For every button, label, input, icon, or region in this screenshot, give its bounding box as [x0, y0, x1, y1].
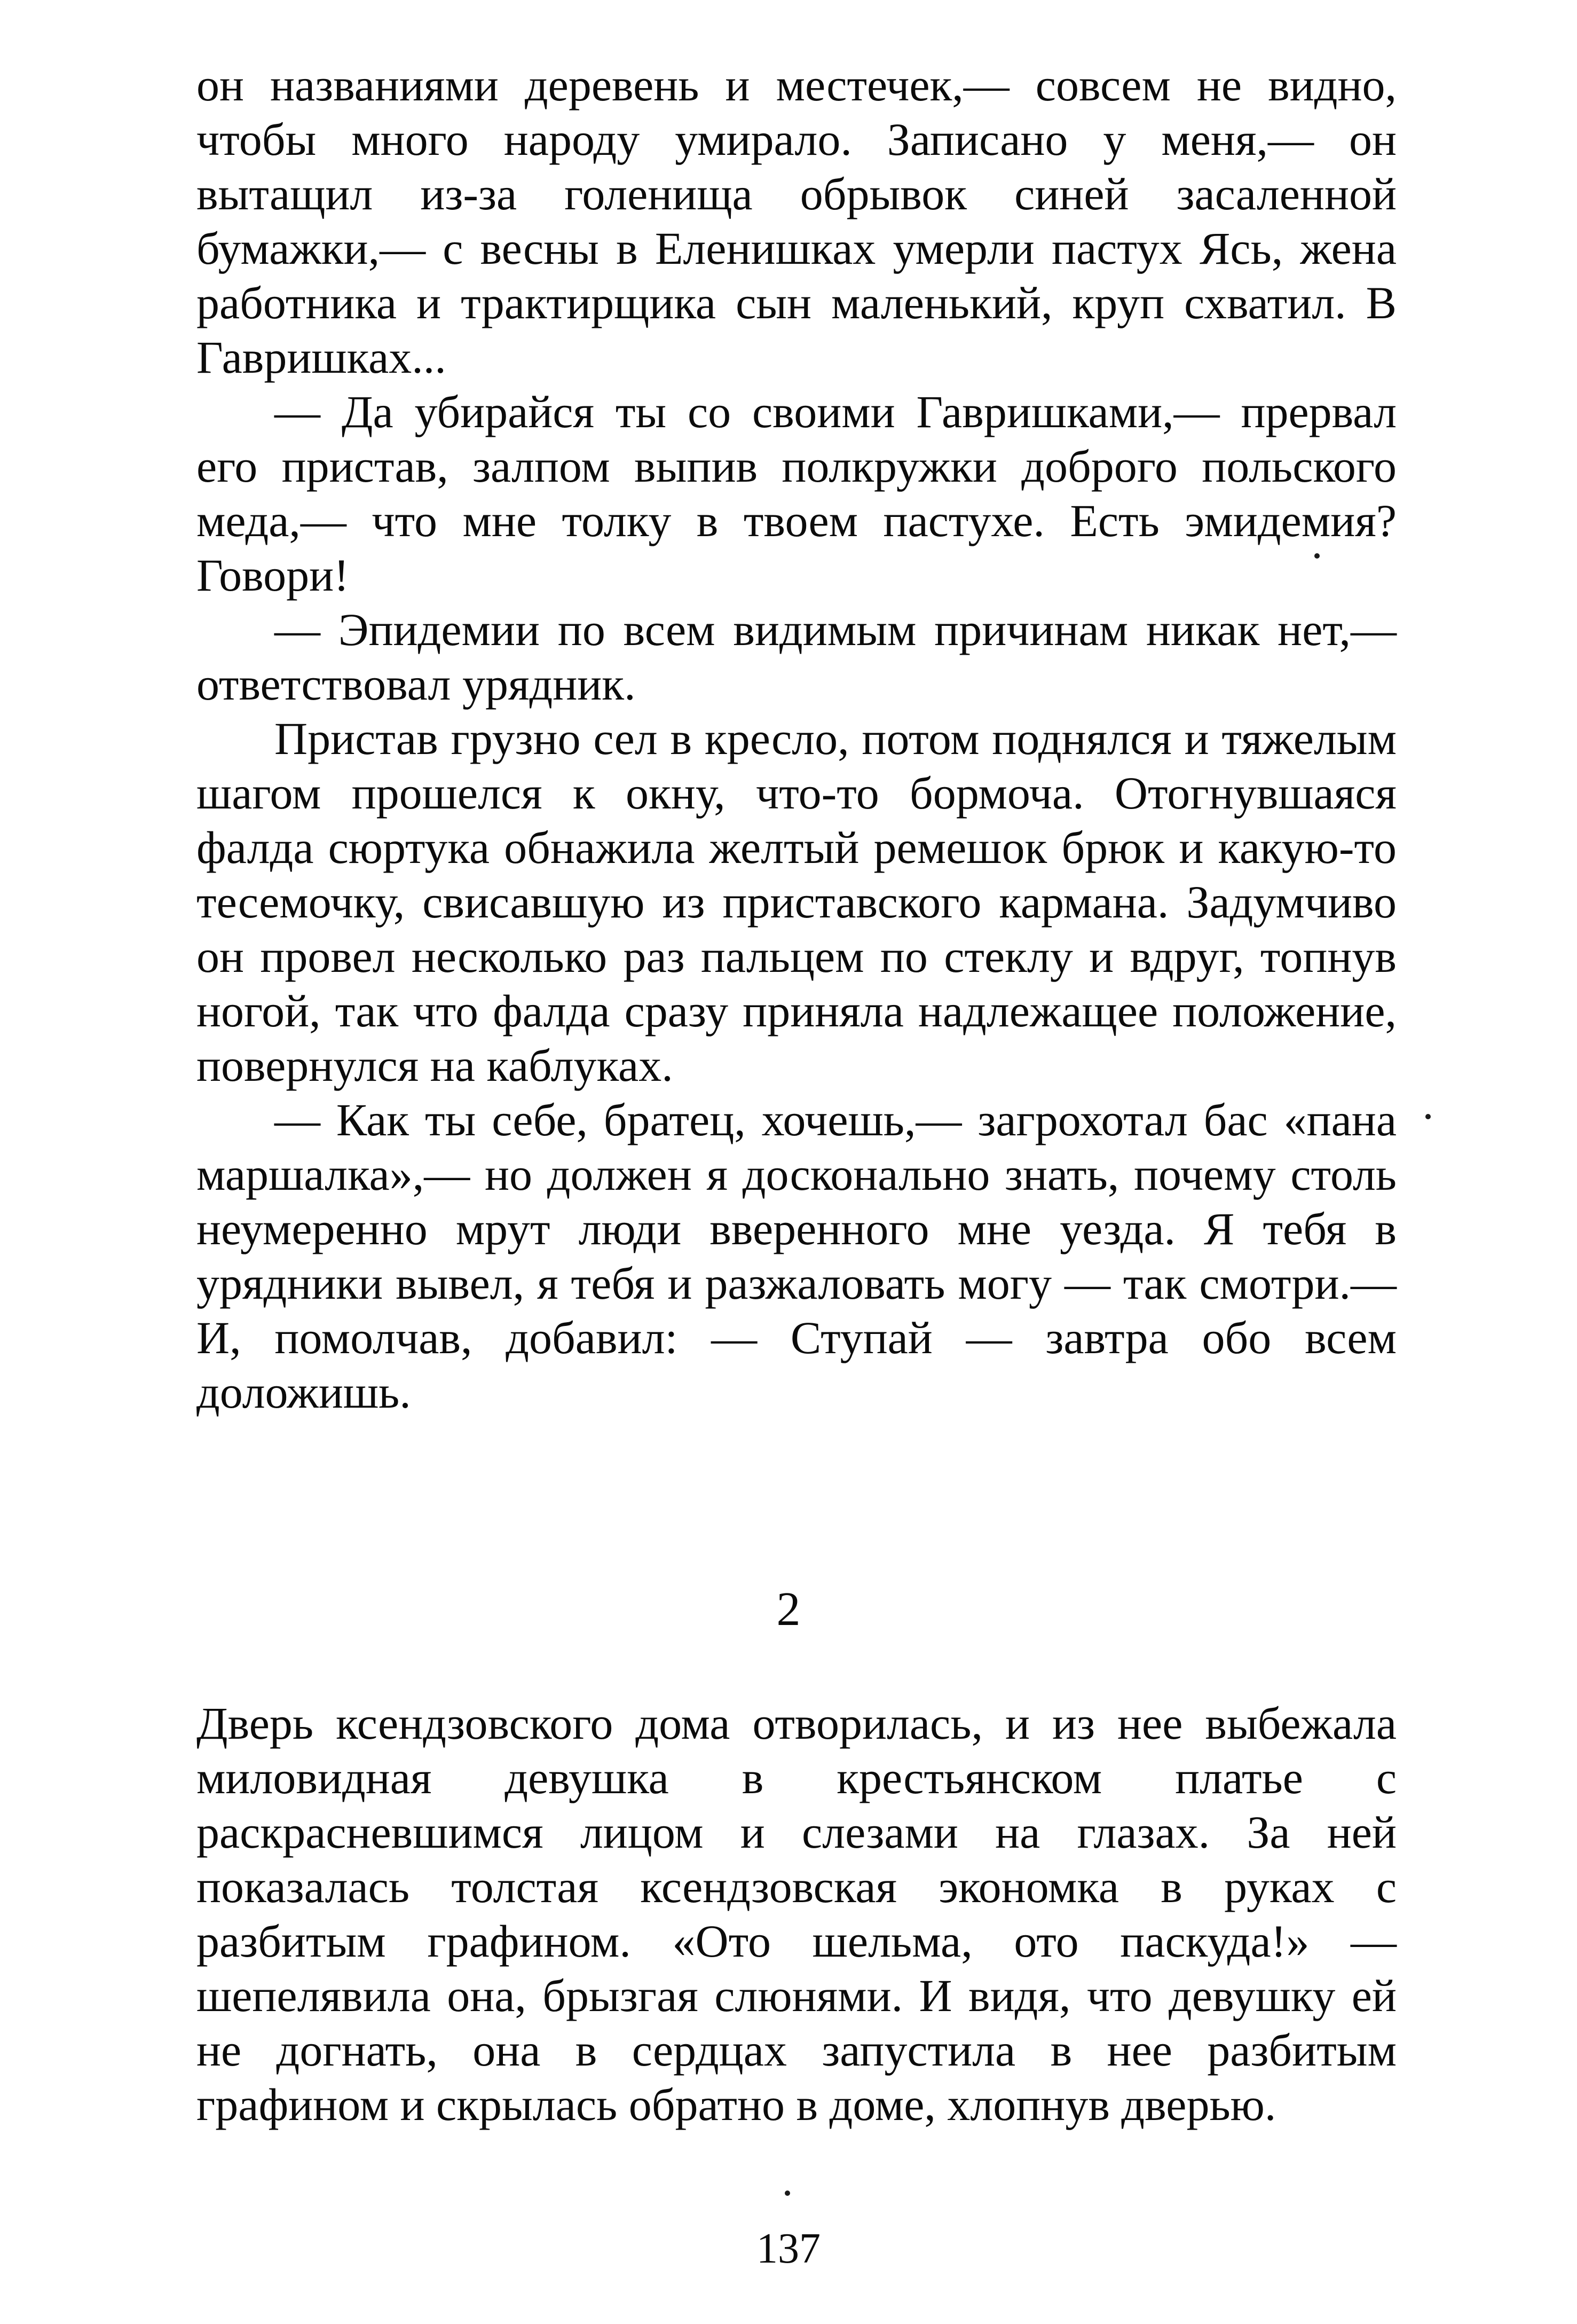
text-block-top: [196, 58, 1397, 1419]
page-number: 137: [756, 2225, 821, 2272]
paragraph: — Да убирайся ты со своими Гавришками,— прервал его пристав, залпом выпив полкружки доброго польского меда,— что мне толку в твоем пастухе. Есть эмидемия? Говори!: [196, 386, 1397, 601]
paragraph: он названиями деревень и местечек,— совсем не видно, чтобы много народу умирало. Записано у меня,— он вытащил из-за голенища обрывок синей засаленной бумажки,— с весны в Еленишках умерли пастух Ясь, жена работника и трактирщика сын маленький, круп схватил. В Гавришках...: [196, 59, 1397, 383]
paragraph: — Как ты себе, братец, хочешь,— загрохотал бас «пана маршалка»,— но должен я досконально знать, почему столь неумеренно мрут люди вверенного мне уезда. Я тебя в урядники вывел, я тебя и разжаловать могу — так смотри.— И, помолчав, добавил: — Ступай — завтра обо всем доложишь.: [196, 1094, 1397, 1418]
paragraph: Дверь ксендзовского дома отворилась, и из нее выбежала миловидная девушка в крестьянском платье с раскрасневшимся лицом и слезами на глазах. За ней показалась толстая ксендзовская экономка в руках с разбитым графином. «Ото шельма, ото паскуда!» — шепелявила она, брызгая слюнями. И видя, что девушку ей не догнать, она в сердцах запустила в нее разбитым графином и скрылась обратно в доме, хлопнув дверью.: [196, 1698, 1397, 2130]
paragraph: — Эпидемии по всем видимым причинам никак нет,— ответствовал урядник.: [196, 604, 1397, 710]
paragraph: Пристав грузно сел в кресло, потом поднялся и тяжелым шагом прошелся к окну, что-то бормоча. Отогнувшаяся фалда сюртука обнажила желтый ремешок брюк и какую-то тесемочку, свисавшую из приставского кармана. Задумчиво он провел несколько раз пальцем по стеклу и вдруг, топнув ногой, так что фалда сразу приняла надлежащее положение, повернулся на каблуках.: [196, 713, 1397, 1091]
text-block-bottom: [196, 1696, 1397, 2132]
chapter-number: 2: [776, 1583, 801, 1636]
print-speck: [785, 2190, 790, 2196]
print-speck: [1425, 1114, 1431, 1119]
print-speck: [1314, 553, 1320, 559]
